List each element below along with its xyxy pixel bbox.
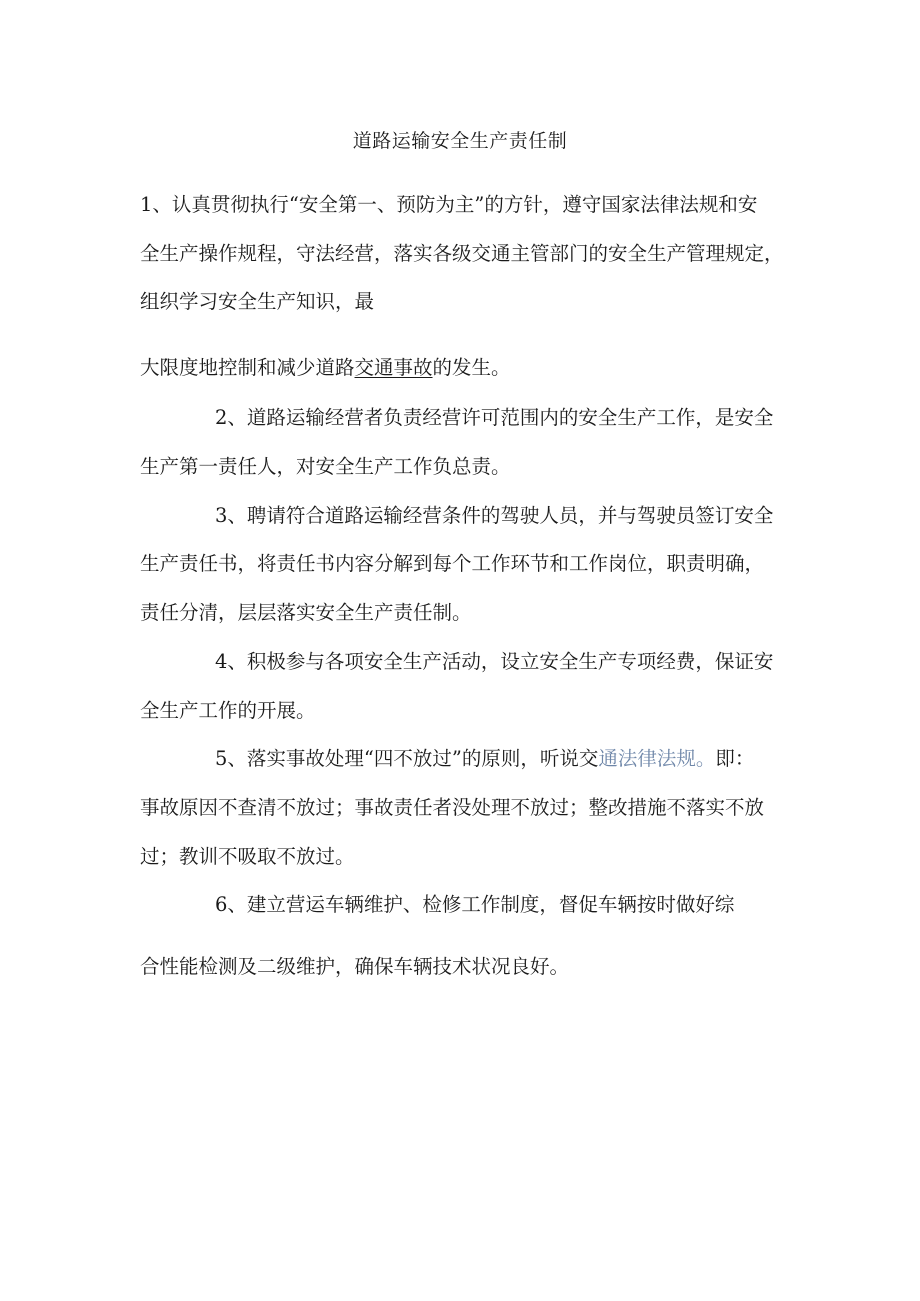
p3-line-2: 生产责任书，将责任书内容分解到每个工作环节和工作岗位，职责明确，	[140, 552, 765, 575]
p5-line-1	[215, 747, 754, 771]
p3-line-3: 责任分清，层层落实安全生产责任制。	[140, 601, 472, 624]
p5-line-1-tail: 即：	[715, 747, 755, 770]
p5-line-1-text: 5、落实事故处理“四不放过”的原则，听说交	[215, 747, 599, 770]
p2-line-1: 2、道路运输经营者负责经营许可范围内的安全生产工作，是安全	[215, 406, 774, 429]
traffic-law-link[interactable]: 通法律法规。	[598, 747, 716, 770]
p5-line-2: 事故原因不查清不放过；事故责任者没处理不放过；整改措施不落实不放	[140, 796, 765, 819]
document-title: 道路运输安全生产责任制	[352, 130, 568, 152]
p4-line-1: 4、积极参与各项安全生产活动，设立安全生产专项经费，保证安	[215, 650, 774, 673]
p1-line-1: 1、认真贯彻执行“安全第一、预防为主”的方针，遵守国家法律法规和安	[140, 193, 758, 216]
p5-line-3: 过；教训不吸取不放过。	[140, 845, 355, 868]
p1-line-3: 组织学习安全生产知识，最	[140, 290, 375, 313]
p3-line-1: 3、聘请符合道路运输经营条件的驾驶人员，并与驾驶员签订安全	[215, 504, 774, 527]
p6-line-1: 6、建立营运车辆维护、检修工作制度，督促车辆按时做好综	[215, 893, 735, 916]
traffic-accident-link[interactable]: 交通事故	[354, 356, 433, 379]
p4-line-2: 全生产工作的开展。	[140, 699, 316, 722]
p1-line-2: 全生产操作规程，守法经营，落实各级交通主管部门的安全生产管理规定，	[140, 242, 784, 265]
p1-line-4-text: 大限度地控制和减少道路	[140, 356, 355, 379]
p1-line-4-tail: 的发生。	[432, 356, 511, 379]
p6-line-2: 合性能检测及二级维护，确保车辆技术状况良好。	[140, 955, 570, 978]
p1-line-4	[140, 356, 511, 380]
p2-line-2: 生产第一责任人，对安全生产工作负总责。	[140, 455, 511, 478]
